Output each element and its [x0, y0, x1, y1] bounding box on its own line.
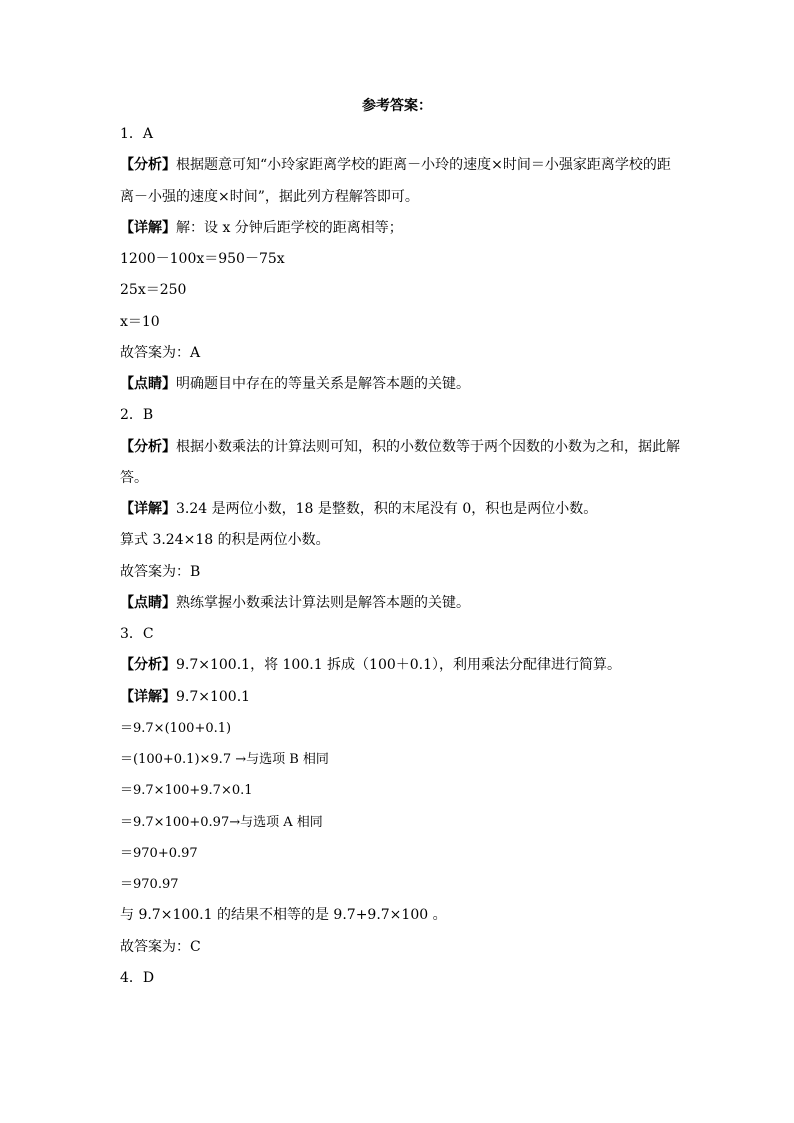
answer-line: 故答案为：B [120, 563, 201, 580]
equation-line: ＝(100+0.1)×9.7 →与选项 B 相同 [120, 752, 329, 767]
answer-content [120, 119, 680, 994]
comment-text: 熟练掌握小数乘法计算法则是解答本题的关键。 [176, 594, 470, 611]
equation-line: x＝10 [120, 313, 160, 330]
equation-line: ＝970+0.97 [120, 845, 198, 861]
analysis-text: 根据题意可知“小玲家距离学校的距离－小玲的速度×时间＝小强家距离学校的距离－小强的速度×时间”，据此列方程解答即可。 [120, 157, 671, 205]
question-number: 3．C [120, 626, 154, 642]
detail-tag: 【详解】 [120, 501, 176, 517]
detail-line [120, 494, 680, 525]
equation-line: 25x＝250 [120, 282, 187, 299]
text-line: 算式 3.24×18 的积是两位小数。 [120, 532, 330, 549]
answer-line: 故答案为：A [120, 344, 201, 361]
analysis-text: 9.7×100.1，将 100.1 拆成（100＋0.1），利用乘法分配律进行简算。 [176, 657, 622, 674]
question-number: 4．D [120, 969, 155, 986]
analysis-paragraph [120, 432, 680, 495]
question-number: 1．A [120, 126, 154, 142]
equation-line: ＝9.7×100+9.7×0.1 [120, 783, 253, 799]
equation-line: 1200－100x＝950－75x [120, 251, 285, 267]
comment-line [120, 588, 680, 619]
detail-text: 9.7×100.1 [176, 688, 251, 705]
analysis-tag: 【分析】 [120, 438, 176, 455]
detail-text: 3.24 是两位小数，18 是整数，积的末尾没有 0，积也是两位小数。 [176, 501, 598, 517]
comment-tag: 【点睛】 [120, 594, 176, 611]
analysis-tag: 【分析】 [120, 657, 176, 674]
comment-line [120, 369, 680, 400]
detail-tag: 【详解】 [120, 219, 176, 236]
analysis-text: 根据小数乘法的计算法则可知，积的小数位数等于两个因数的小数为之和，据此解答。 [120, 438, 680, 486]
text-line: 与 9.7×100.1 的结果不相等的是 9.7+9.7×100 。 [120, 907, 447, 924]
analysis-tag: 【分析】 [120, 157, 176, 174]
page-title: 参考答案： [362, 98, 432, 114]
comment-tag: 【点睛】 [120, 376, 176, 392]
equation-line: ＝970.97 [120, 877, 179, 892]
analysis-line [120, 650, 680, 681]
question-number: 2．B [120, 407, 154, 424]
equation-line: ＝9.7×100+0.97→与选项 A 相同 [120, 814, 323, 830]
equation-line: ＝9.7×(100+0.1) [120, 720, 232, 736]
answer-line: 故答案为：C [120, 938, 201, 955]
comment-text: 明确题目中存在的等量关系是解答本题的关键。 [176, 376, 470, 392]
detail-line [120, 213, 680, 244]
detail-tag: 【详解】 [120, 688, 176, 705]
analysis-paragraph [120, 150, 680, 213]
detail-text: 解：设 x 分钟后距学校的距离相等； [176, 219, 403, 236]
detail-line [120, 682, 680, 713]
